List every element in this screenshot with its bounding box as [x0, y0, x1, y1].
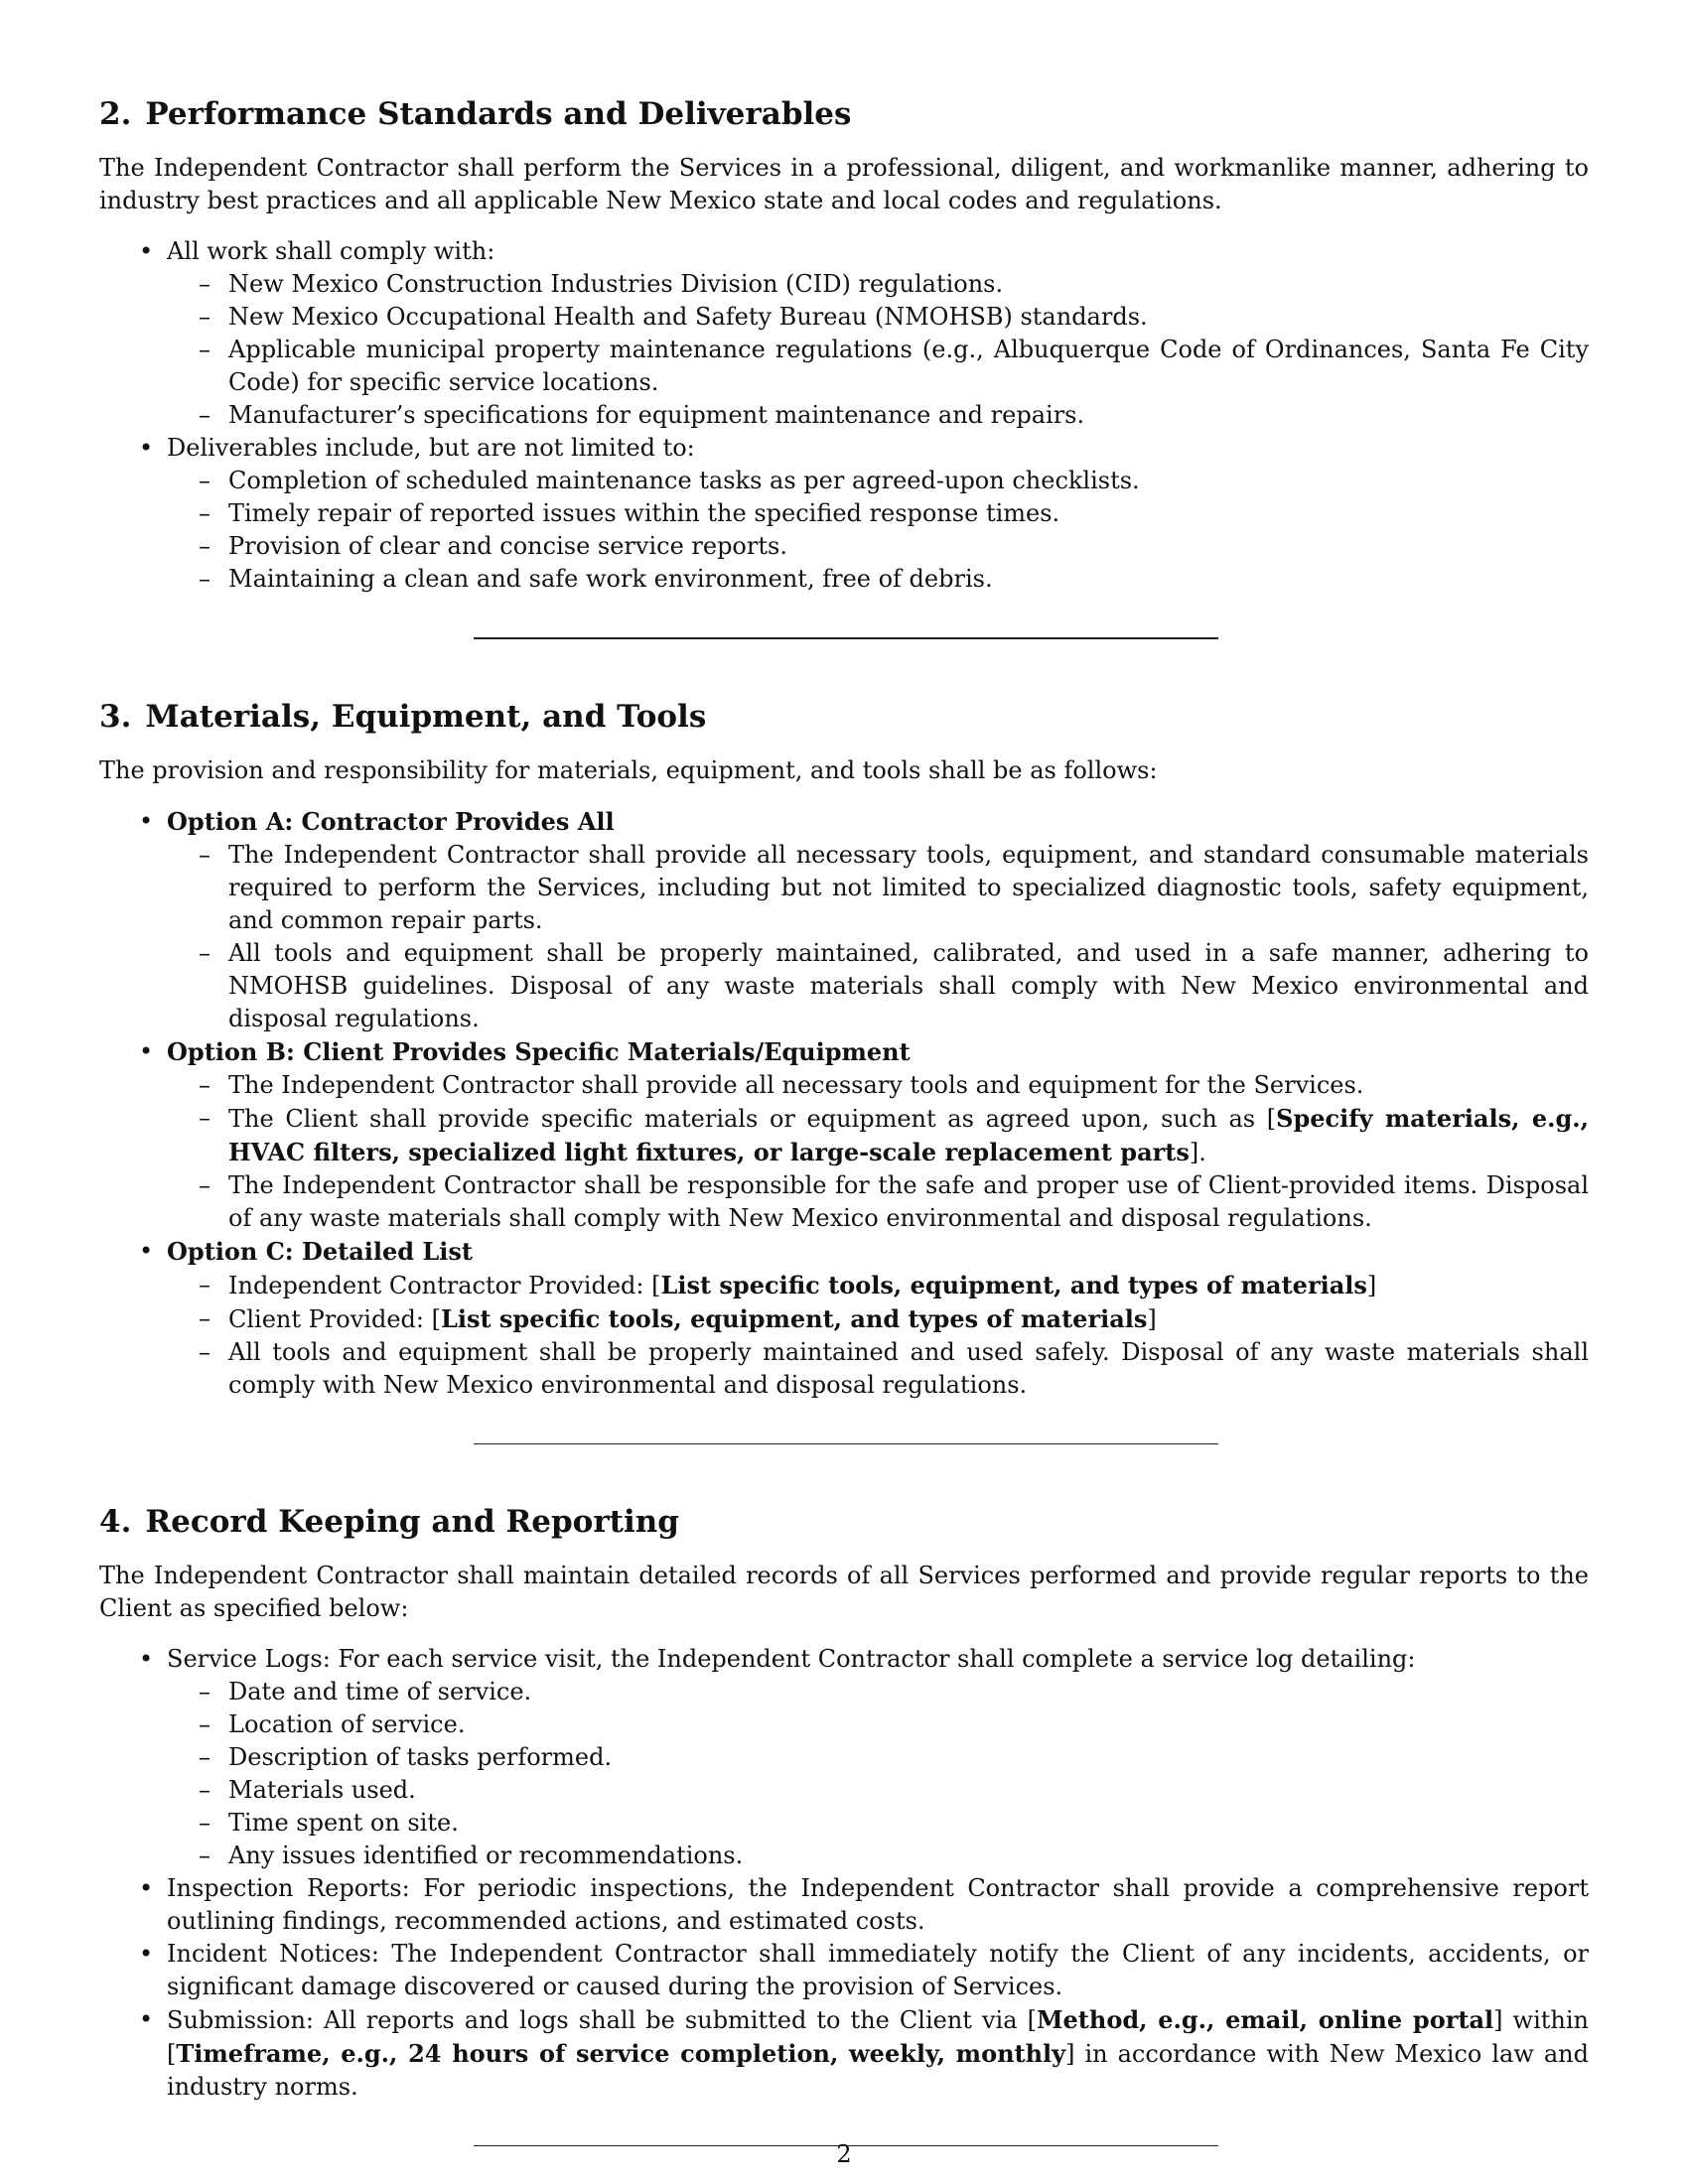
sub-item-text: Timely repair of reported issues within the specified response times. [228, 499, 1060, 527]
sub-list-item [199, 1708, 1589, 1741]
dash-icon: – [199, 1338, 211, 1366]
dash-icon: – [199, 1171, 211, 1199]
sub-item-text: New Mexico Occupational Health and Safety Bureau (NMOHSB) standards. [228, 303, 1148, 331]
section-heading [99, 697, 1589, 737]
bullet-icon: • [139, 2005, 154, 2033]
dash-icon: – [199, 467, 211, 494]
sub-list-item [199, 1302, 1589, 1336]
sub-list-item [199, 1169, 1589, 1235]
list-item [139, 1035, 1590, 1235]
list-item [139, 235, 1589, 432]
dash-icon: – [199, 1842, 211, 1869]
sub-item-text: Materials used. [228, 1776, 416, 1804]
sub-item-text: Time spent on site. [228, 1809, 459, 1837]
sub-list-item [199, 1069, 1589, 1102]
sub-item-text: The Independent Contractor shall be responsible for the safe and proper use of Client-provided items. Disposal of any waste materials shall comply with New Mexico environmental and disposal regulations. [228, 1171, 1589, 1232]
section-title: Record Keeping and Reporting [145, 1504, 679, 1540]
sub-list-item [199, 268, 1589, 301]
list-item [139, 1872, 1589, 1938]
sub-item-text: Applicable municipal property maintenance regulations (e.g., Albuquerque Code of Ordinances, Santa Fe City Code) for specific service locations. [228, 336, 1589, 396]
sub-list [167, 1676, 1589, 1872]
list-item [139, 1235, 1589, 1402]
sub-item-text: Location of service. [228, 1710, 466, 1738]
dash-icon: – [199, 303, 211, 331]
list-item-label: Option C: Detailed List [167, 1237, 473, 1266]
sub-list [167, 1269, 1589, 1402]
bullet-list [99, 235, 1589, 596]
section-record-keeping [99, 1502, 1589, 2104]
sub-list-item [199, 1676, 1589, 1708]
sub-list-item [199, 530, 1589, 563]
dash-icon: – [199, 1304, 211, 1332]
dash-icon: – [199, 1104, 211, 1132]
list-item [139, 2003, 1589, 2104]
placeholder-field: List specific tools, equipment, and types of materials [660, 1271, 1367, 1299]
sub-list-item [199, 839, 1589, 937]
list-item [139, 805, 1589, 1035]
page-number: 2 [836, 2140, 852, 2168]
sub-list-item [199, 1774, 1589, 1807]
sub-item-text: Manufacturer’s specifications for equipment maintenance and repairs. [228, 401, 1085, 429]
sub-list-item [199, 465, 1589, 497]
list-item-label: Option B: Client Provides Specific Materials/Equipment [167, 1037, 911, 1066]
list-item-label: Service Logs: For each service visit, the Independent Contractor shall complete a service log detailing: [167, 1645, 1416, 1673]
sub-item-text: Client Provided: [ [228, 1305, 441, 1333]
dash-icon: – [199, 1809, 211, 1837]
placeholder-field: Specify materials, e.g., HVAC filters, specialized light fixtures, or large-scale replacement parts [228, 1104, 1590, 1166]
bullet-icon: • [139, 1940, 154, 1968]
bullet-icon: • [139, 1874, 154, 1902]
bullet-icon: • [139, 1237, 154, 1265]
sub-item-text: New Mexico Construction Industries Division (CID) regulations. [228, 270, 1004, 298]
bullet-icon: • [139, 1645, 154, 1673]
section-intro: The provision and responsibility for materials, equipment, and tools shall be as follows: [99, 756, 1158, 784]
dash-icon: – [199, 939, 211, 967]
dash-icon: – [199, 1271, 211, 1298]
list-item [139, 432, 1589, 596]
sub-list-item [199, 563, 1589, 596]
section-materials-equipment [99, 697, 1589, 1402]
sub-item-text: Description of tasks performed. [228, 1743, 613, 1771]
list-item [139, 1643, 1589, 1872]
dash-icon: – [199, 1743, 211, 1771]
sub-item-text: Any issues identified or recommendations. [228, 1842, 744, 1869]
sub-item-text: ]. [1189, 1139, 1206, 1166]
section-intro: The Independent Contractor shall maintain detailed records of all Services performed and provide regular reports to the Client as specified below: [99, 1562, 1589, 1622]
bullet-icon: • [139, 237, 154, 265]
sub-list-item [199, 1807, 1589, 1840]
dash-icon: – [199, 401, 211, 429]
sub-item-text: The Independent Contractor shall provide all necessary tools and equipment for the Services. [228, 1071, 1364, 1099]
sub-item-text: All tools and equipment shall be properly maintained, calibrated, and used in a safe manner, adhering to NMOHSB guidelines. Disposal of any waste materials shall comply with New Mexico environmental and disposal regulations. [228, 939, 1589, 1032]
sub-item-text: Completion of scheduled maintenance tasks as per agreed-upon checklists. [228, 467, 1140, 494]
sub-list [167, 268, 1589, 432]
dash-icon: – [199, 336, 211, 363]
dash-icon: – [199, 499, 211, 527]
section-title: Performance Standards and Deliverables [145, 96, 852, 132]
dash-icon: – [199, 1071, 211, 1099]
sub-list-item [199, 1741, 1589, 1774]
bullet-icon: • [139, 434, 154, 462]
list-item-label: Inspection Reports: For periodic inspections, the Independent Contractor shall provide a comprehensive report outlining findings, recommended actions, and estimated costs. [167, 1874, 1589, 1935]
section-divider [474, 637, 1218, 639]
placeholder-field: Method, e.g., email, online portal [1036, 2005, 1494, 2034]
section-number: 3. [99, 699, 132, 735]
sub-list [167, 1069, 1589, 1235]
dash-icon: – [199, 1776, 211, 1804]
list-item-label: Incident Notices: The Independent Contractor shall immediately notify the Client of any incidents, accidents, or significant damage discovered or caused during the provision of Services. [167, 1940, 1589, 2000]
sub-list-item [199, 937, 1589, 1035]
dash-icon: – [199, 1710, 211, 1738]
list-item-label: All work shall comply with: [167, 237, 495, 265]
dash-icon: – [199, 532, 211, 560]
section-number: 2. [99, 96, 132, 132]
sub-item-text: Maintaining a clean and safe work environment, free of debris. [228, 565, 993, 593]
sub-item-text: ] [1366, 1272, 1377, 1299]
sub-list-item [199, 1269, 1589, 1302]
dash-icon: – [199, 565, 211, 593]
dash-icon: – [199, 270, 211, 298]
sub-item-text: The Client shall provide specific materials or equipment as agreed upon, such as [ [228, 1105, 1277, 1133]
sub-list-item [199, 301, 1589, 334]
sub-list-item [199, 1336, 1589, 1402]
section-title: Materials, Equipment, and Tools [145, 699, 707, 735]
section-intro: The Independent Contractor shall perform the Services in a professional, diligent, and workmanlike manner, adhering to industry best practices and all applicable New Mexico state and local codes and regulations. [99, 154, 1589, 214]
sub-list-item [199, 1840, 1589, 1872]
sub-list [167, 839, 1589, 1035]
sub-list-item [199, 399, 1589, 432]
sub-item-text: Provision of clear and concise service reports. [228, 532, 787, 560]
sub-list [167, 465, 1589, 596]
sub-item-text: Independent Contractor Provided: [ [228, 1272, 661, 1299]
bullet-list [99, 805, 1589, 1402]
section-heading [99, 1502, 1589, 1542]
list-item-text: ] within [ [167, 2006, 1589, 2068]
section-number: 4. [99, 1504, 132, 1540]
sub-list-item [199, 334, 1589, 399]
bullet-icon: • [139, 807, 154, 835]
sub-item-text: All tools and equipment shall be properly maintained and used safely. Disposal of any waste materials shall comply with New Mexico environmental and disposal regulations. [228, 1338, 1589, 1399]
section-divider [474, 1443, 1218, 1444]
dash-icon: – [199, 841, 211, 869]
placeholder-field: List specific tools, equipment, and types of materials [440, 1304, 1148, 1333]
list-item [139, 1938, 1589, 2003]
bullet-icon: • [139, 1037, 154, 1065]
sub-item-text: The Independent Contractor shall provide all necessary tools, equipment, and standard consumable materials required to perform the Services, including but not limited to specialized diagnostic tools, safety equipment, and common repair parts. [228, 841, 1589, 934]
list-item-text: ] in accordance with New Mexico law and industry norms. [167, 2040, 1589, 2101]
sub-list-item [199, 1102, 1590, 1169]
placeholder-field: Timeframe, e.g., 24 hours of service completion, weekly, monthly [176, 2039, 1066, 2068]
bullet-list [99, 1643, 1589, 2104]
sub-list-item [199, 497, 1589, 530]
list-item-label: Deliverables include, but are not limited to: [167, 434, 695, 462]
sub-item-text: Date and time of service. [228, 1678, 532, 1706]
section-performance-standards [99, 94, 1589, 596]
dash-icon: – [199, 1678, 211, 1706]
section-heading [99, 94, 1589, 134]
document-page [99, 94, 1589, 2146]
sub-item-text: ] [1147, 1305, 1157, 1333]
list-item-text: Submission: All reports and logs shall be submitted to the Client via [ [167, 2006, 1037, 2034]
list-item-label: Option A: Contractor Provides All [167, 807, 615, 836]
